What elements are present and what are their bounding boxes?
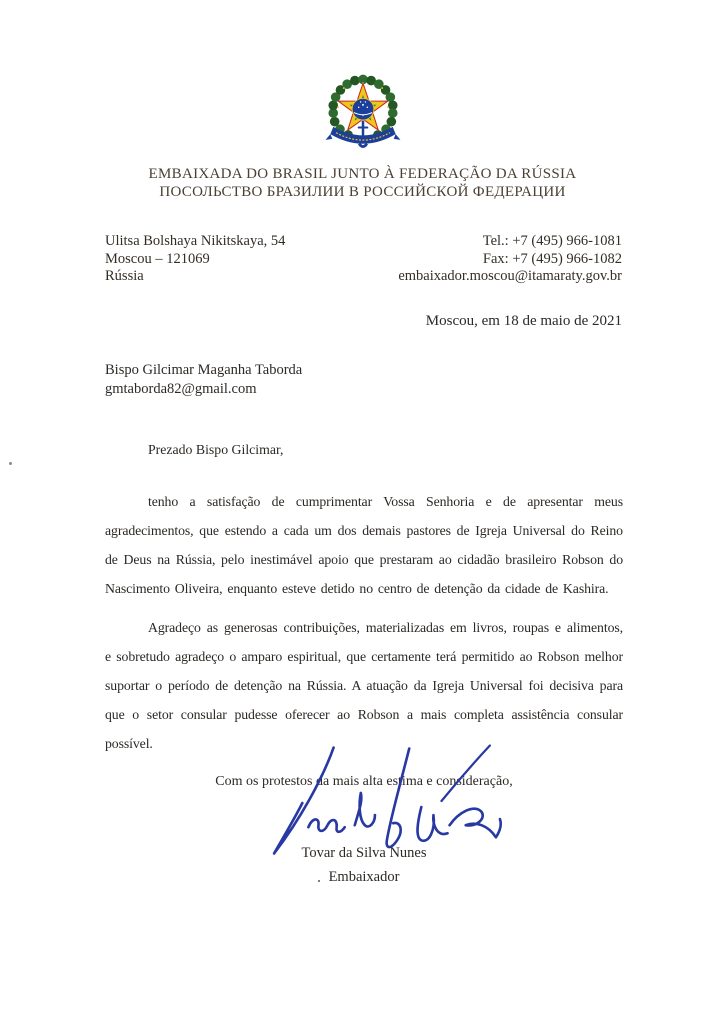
contact-email: embaixador.moscou@itamaraty.gov.br xyxy=(398,268,622,284)
address-city: Moscou – 121069 xyxy=(105,250,210,267)
scan-speck xyxy=(318,880,320,882)
embassy-contacts xyxy=(398,233,622,286)
handwritten-signature xyxy=(262,740,504,862)
paragraph-2: Agradeço as generosas contribuições, materializadas em livros, roupas e alimentos, e sobretudo agradeço o amparo espiritual, que certamente terá permitido ao Robson melhor suportar o período de detenção na Rússia. A atuação da Igreja Universal foi decisiva para que o setor consular pudesse oferecer ao Robson a mais completa assistência consular possível. xyxy=(105,620,623,751)
dateline: Moscou, em 18 de maio de 2021 xyxy=(425,313,622,329)
scan-speck xyxy=(9,462,12,465)
signer-title: Embaixador xyxy=(328,869,400,885)
contact-block xyxy=(105,233,622,286)
recipient-email: gmtaborda82@gmail.com xyxy=(105,380,257,397)
address-street: Ulitsa Bolshaya Nikitskaya, 54 xyxy=(105,233,286,249)
address-country: Rússia xyxy=(105,268,144,284)
embassy-address xyxy=(105,233,285,286)
closing-line: Com os protestos da mais alta estima e consideração, xyxy=(215,774,513,789)
embassy-name-portuguese: EMBAIXADA DO BRASIL JUNTO À FEDERAÇÃO DA RÚSSIA xyxy=(148,166,577,182)
brazil-coat-of-arms-icon xyxy=(315,68,411,158)
paragraph-1: tenho a satisfação de cumprimentar Vossa Senhoria e de apresentar meus agradecimentos, que estendo a cada um dos demais pastores de Igreja Universal do Reino de Deus na Rússia, pelo inestimável apoio que prestaram ao cidadão brasileiro Robson do Nascimento Oliveira, enquanto esteve detido no centro de detenção da cidade de Kashira. xyxy=(105,494,623,596)
letterhead xyxy=(0,165,725,201)
signer-name: Tovar da Silva Nunes xyxy=(301,845,427,861)
contact-fax: Fax: +7 (495) 966-1082 xyxy=(482,250,622,267)
embassy-name-russian: ПОСОЛЬСТВО БРАЗИЛИИ В РОССИЙСКОЙ ФЕДЕРАЦИИ xyxy=(159,184,566,200)
recipient-block xyxy=(105,361,302,398)
contact-tel: Tel.: +7 (495) 966-1081 xyxy=(482,233,622,249)
recipient-name: Bispo Gilcimar Maganha Taborda xyxy=(105,362,303,378)
letter-body xyxy=(105,441,623,758)
salutation: Prezado Bispo Gilcimar, xyxy=(148,442,284,457)
